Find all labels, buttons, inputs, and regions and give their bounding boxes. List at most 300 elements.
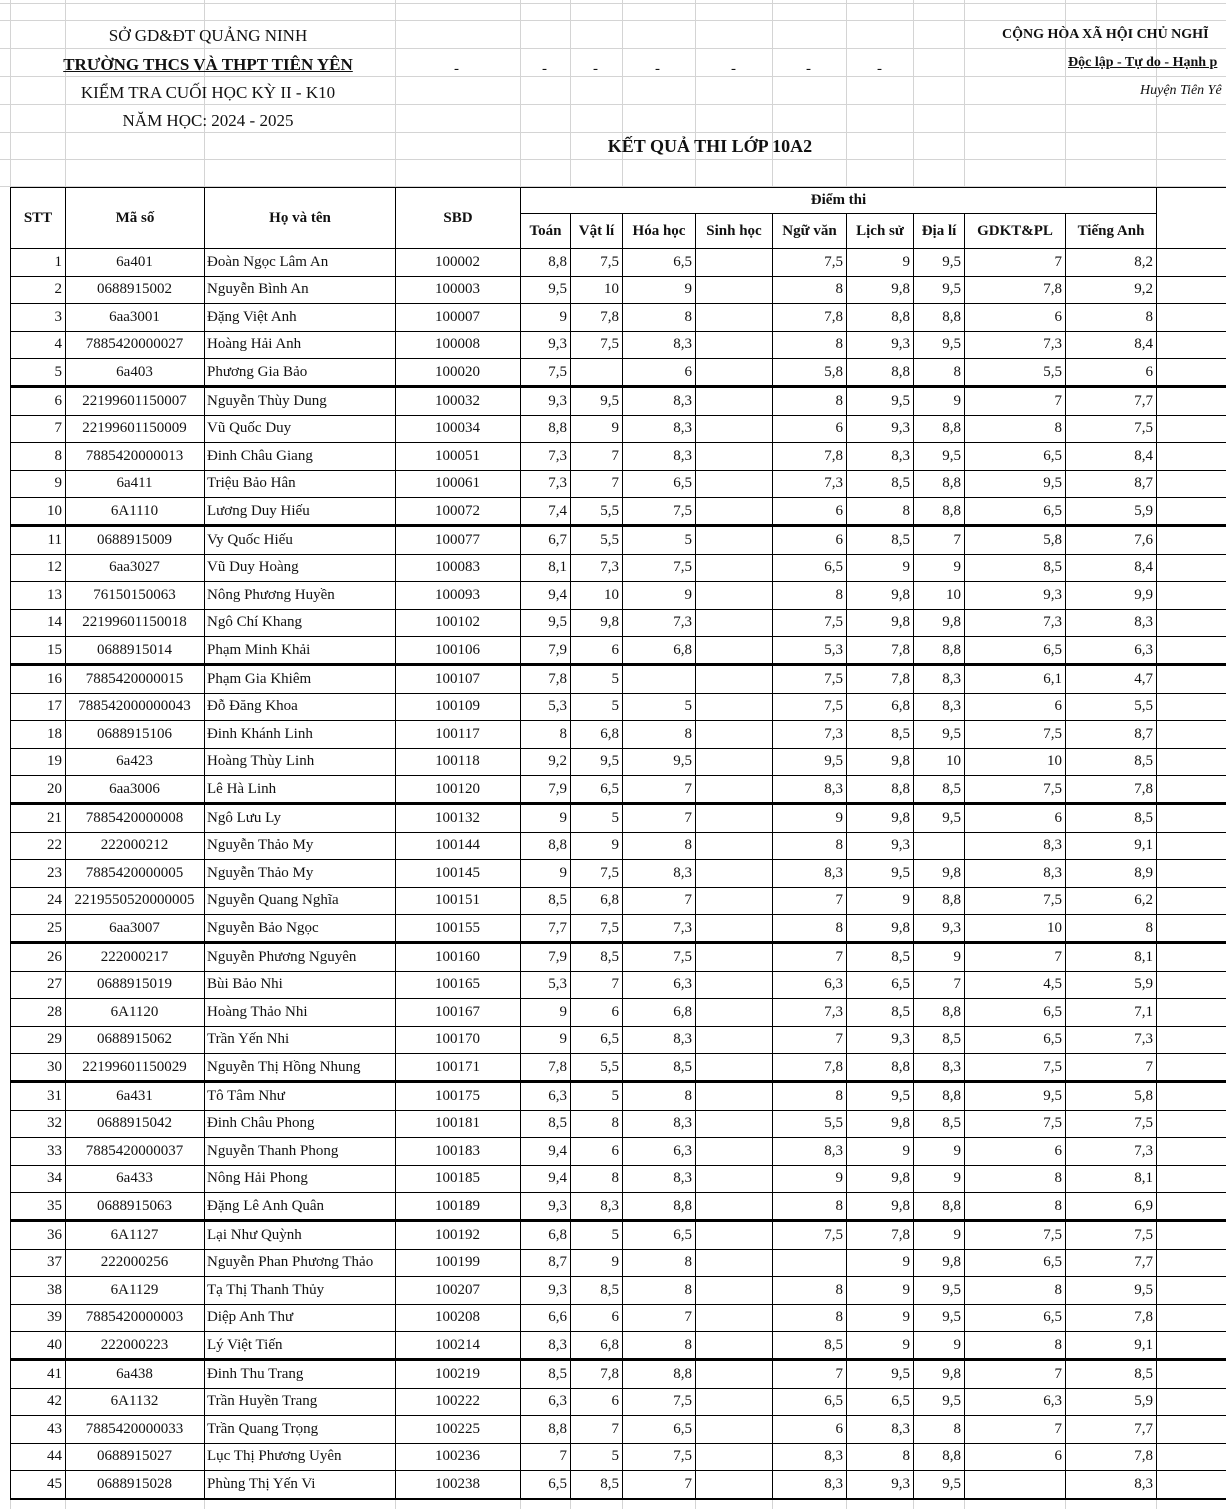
cell-sbd: 100167 [395, 999, 521, 1027]
cell-sinh-hoc [695, 304, 773, 332]
gridline-horizontal [0, 20, 1226, 21]
cell-tieng-anh: 9,1 [1065, 832, 1157, 860]
cell-hoa-hoc: 6,8 [622, 999, 696, 1027]
cell-tieng-anh: 7,5 [1065, 415, 1157, 443]
cell-toan: 9,5 [520, 276, 571, 304]
cell-ngu-van: 9 [772, 1165, 847, 1193]
cell-tieng-anh: 8,9 [1065, 860, 1157, 888]
cell-stt: 12 [10, 554, 66, 582]
cell-vat-li: 9 [570, 1249, 623, 1277]
cell-vat-li: 9,8 [570, 609, 623, 637]
place-date: Huyện Tiên Yê [1140, 83, 1222, 98]
cell-extra [1156, 331, 1226, 359]
cell-gdkt-pl: 7,3 [964, 331, 1066, 359]
cell-gdkt-pl: 6 [964, 1443, 1066, 1471]
column-group-diem-thi: Điểm thi [520, 187, 1157, 214]
cell-ho-ten: Diệp Anh Thư [204, 1304, 396, 1332]
cell-ngu-van: 7,3 [772, 721, 847, 749]
cell-lich-su: 9 [846, 1138, 914, 1166]
cell-hoa-hoc: 8,8 [622, 1193, 696, 1221]
gridline-horizontal [0, 3, 1226, 4]
cell-ngu-van: 8 [772, 388, 847, 416]
cell-dia-li: 9,8 [913, 1249, 965, 1277]
cell-tieng-anh: 7,7 [1065, 1249, 1157, 1277]
cell-dia-li: 8 [913, 1416, 965, 1444]
cell-stt: 9 [10, 470, 66, 498]
cell-dia-li: 9,5 [913, 1471, 965, 1499]
cell-ma-so: 0688915019 [65, 971, 205, 999]
cell-extra [1156, 498, 1226, 526]
cell-extra [1156, 1388, 1226, 1416]
cell-stt: 17 [10, 693, 66, 721]
cell-vat-li: 6 [570, 1304, 623, 1332]
cell-extra [1156, 388, 1226, 416]
cell-sbd: 100175 [395, 1083, 521, 1111]
cell-stt: 28 [10, 999, 66, 1027]
cell-lich-su: 9 [846, 249, 914, 277]
cell-toan: 6,6 [520, 1304, 571, 1332]
cell-toan: 7,8 [520, 666, 571, 694]
table-row [0, 944, 1226, 972]
cell-hoa-hoc: 6,5 [622, 1222, 696, 1250]
cell-gdkt-pl: 6 [964, 304, 1066, 332]
cell-extra [1156, 860, 1226, 888]
cell-stt: 22 [10, 832, 66, 860]
cell-lich-su: 9,3 [846, 832, 914, 860]
cell-hoa-hoc: 7 [622, 1304, 696, 1332]
cell-ngu-van: 8 [772, 832, 847, 860]
cell-ho-ten: Lục Thị Phương Uyên [204, 1443, 396, 1471]
table-row [0, 666, 1226, 694]
cell-ngu-van: 6 [772, 1416, 847, 1444]
cell-stt: 10 [10, 498, 66, 526]
cell-sinh-hoc [695, 1222, 773, 1250]
cell-vat-li: 7,8 [570, 304, 623, 332]
cell-vat-li: 5 [570, 1443, 623, 1471]
cell-sbd: 100051 [395, 443, 521, 471]
cell-sinh-hoc [695, 748, 773, 776]
table-row [0, 527, 1226, 555]
cell-gdkt-pl: 7,8 [964, 276, 1066, 304]
cell-ho-ten: Đặng Việt Anh [204, 304, 396, 332]
cell-sinh-hoc [695, 666, 773, 694]
cell-gdkt-pl: 7,5 [964, 721, 1066, 749]
cell-ngu-van: 7,5 [772, 666, 847, 694]
cell-tieng-anh: 7,1 [1065, 999, 1157, 1027]
cell-dia-li: 8,5 [913, 776, 965, 804]
cell-sinh-hoc [695, 359, 773, 387]
cell-ngu-van: 8 [772, 1193, 847, 1221]
cell-tieng-anh: 8,4 [1065, 443, 1157, 471]
cell-lich-su: 8,3 [846, 1416, 914, 1444]
cell-ngu-van: 7 [772, 887, 847, 915]
cell-lich-su: 8 [846, 1443, 914, 1471]
cell-vat-li: 5,5 [570, 498, 623, 526]
cell-extra [1156, 1138, 1226, 1166]
cell-extra [1156, 415, 1226, 443]
cell-sbd: 100106 [395, 637, 521, 665]
cell-sinh-hoc [695, 1165, 773, 1193]
cell-hoa-hoc: 9 [622, 582, 696, 610]
cell-sbd: 100171 [395, 1054, 521, 1082]
cell-vat-li: 10 [570, 582, 623, 610]
cell-toan: 6,5 [520, 1471, 571, 1499]
cell-vat-li: 5 [570, 805, 623, 833]
cell-gdkt-pl: 6 [964, 1138, 1066, 1166]
table-row [0, 582, 1226, 610]
cell-tieng-anh: 7,8 [1065, 776, 1157, 804]
cell-ma-so: 222000223 [65, 1332, 205, 1360]
cell-gdkt-pl: 7,5 [964, 776, 1066, 804]
cell-hoa-hoc: 8 [622, 304, 696, 332]
cell-ngu-van: 8 [772, 1304, 847, 1332]
cell-toan: 9,3 [520, 1277, 571, 1305]
cell-ngu-van: 7,3 [772, 999, 847, 1027]
cell-hoa-hoc: 8 [622, 721, 696, 749]
cell-dia-li: 9,8 [913, 1361, 965, 1389]
cell-stt: 37 [10, 1249, 66, 1277]
cell-sbd: 100181 [395, 1110, 521, 1138]
cell-dia-li: 8,8 [913, 887, 965, 915]
cell-gdkt-pl: 6,5 [964, 1304, 1066, 1332]
cell-toan: 8,5 [520, 1110, 571, 1138]
cell-lich-su: 7,8 [846, 1222, 914, 1250]
cell-ma-so: 788542000000043 [65, 693, 205, 721]
cell-tieng-anh: 8,5 [1065, 1361, 1157, 1389]
cell-stt: 19 [10, 748, 66, 776]
cell-lich-su: 8,8 [846, 359, 914, 387]
cell-dia-li: 9,3 [913, 915, 965, 943]
cell-lich-su: 9,5 [846, 860, 914, 888]
cell-hoa-hoc: 7,5 [622, 944, 696, 972]
cell-dia-li: 9,5 [913, 276, 965, 304]
cell-ma-so: 6a423 [65, 748, 205, 776]
cell-ho-ten: Nguyễn Bảo Ngọc [204, 915, 396, 943]
cell-tieng-anh: 7,5 [1065, 1110, 1157, 1138]
cell-extra [1156, 1416, 1226, 1444]
cell-lich-su: 8,8 [846, 776, 914, 804]
table-row [0, 1193, 1226, 1221]
cell-dia-li: 8,8 [913, 498, 965, 526]
cell-tieng-anh: 8,5 [1065, 805, 1157, 833]
cell-tieng-anh: 7,7 [1065, 388, 1157, 416]
cell-ho-ten: Lại Như Quỳnh [204, 1222, 396, 1250]
cell-extra [1156, 1083, 1226, 1111]
cell-ngu-van: 6 [772, 498, 847, 526]
table-row [0, 693, 1226, 721]
cell-gdkt-pl: 6,5 [964, 498, 1066, 526]
cell-sbd: 100118 [395, 748, 521, 776]
cell-sbd: 100160 [395, 944, 521, 972]
subject-header-lich-su: Lịch sử [846, 213, 914, 249]
cell-toan: 9 [520, 860, 571, 888]
cell-hoa-hoc: 8 [622, 1332, 696, 1360]
cell-toan: 9,4 [520, 1138, 571, 1166]
cell-vat-li: 5,5 [570, 527, 623, 555]
cell-ngu-van: 7,5 [772, 249, 847, 277]
cell-hoa-hoc: 9 [622, 276, 696, 304]
table-row [0, 971, 1226, 999]
cell-vat-li: 7,5 [570, 331, 623, 359]
cell-extra [1156, 249, 1226, 277]
cell-sbd: 100192 [395, 1222, 521, 1250]
cell-stt: 15 [10, 637, 66, 665]
cell-stt: 36 [10, 1222, 66, 1250]
cell-lich-su: 9,3 [846, 1026, 914, 1054]
cell-stt: 25 [10, 915, 66, 943]
cell-extra [1156, 359, 1226, 387]
cell-sinh-hoc [695, 1026, 773, 1054]
cell-ho-ten: Phạm Gia Khiêm [204, 666, 396, 694]
cell-sbd: 100151 [395, 887, 521, 915]
cell-ho-ten: Ngô Lưu Ly [204, 805, 396, 833]
column-header-stt: STT [10, 187, 66, 249]
cell-hoa-hoc: 6,5 [622, 1416, 696, 1444]
cell-sinh-hoc [695, 915, 773, 943]
cell-hoa-hoc: 7 [622, 887, 696, 915]
cell-extra [1156, 276, 1226, 304]
cell-stt: 24 [10, 887, 66, 915]
table-row [0, 1054, 1226, 1082]
cell-ma-so: 0688915106 [65, 721, 205, 749]
cell-ma-so: 0688915009 [65, 527, 205, 555]
cell-sbd: 100238 [395, 1471, 521, 1499]
cell-ngu-van: 7 [772, 1026, 847, 1054]
cell-vat-li: 9,5 [570, 388, 623, 416]
cell-sinh-hoc [695, 971, 773, 999]
cell-stt: 4 [10, 331, 66, 359]
cell-dia-li: 8,8 [913, 1083, 965, 1111]
cell-stt: 20 [10, 776, 66, 804]
cell-stt: 26 [10, 944, 66, 972]
cell-ngu-van: 8 [772, 276, 847, 304]
cell-sbd: 100083 [395, 554, 521, 582]
cell-ngu-van: 6,3 [772, 971, 847, 999]
table-row [0, 1443, 1226, 1471]
cell-ho-ten: Nguyễn Phan Phương Thảo [204, 1249, 396, 1277]
cell-stt: 43 [10, 1416, 66, 1444]
cell-ho-ten: Phùng Thị Yến Vi [204, 1471, 396, 1499]
cell-gdkt-pl: 6,5 [964, 999, 1066, 1027]
cell-sbd: 100102 [395, 609, 521, 637]
cell-ho-ten: Ngô Chí Khang [204, 609, 396, 637]
cell-tieng-anh: 7,5 [1065, 1222, 1157, 1250]
cell-sinh-hoc [695, 944, 773, 972]
cell-lich-su: 9,8 [846, 805, 914, 833]
table-row [0, 1304, 1226, 1332]
cell-ngu-van: 8 [772, 582, 847, 610]
cell-lich-su: 8,5 [846, 999, 914, 1027]
cell-sinh-hoc [695, 388, 773, 416]
cell-sinh-hoc [695, 1443, 773, 1471]
cell-sbd: 100144 [395, 832, 521, 860]
cell-ma-so: 6aa3001 [65, 304, 205, 332]
cell-toan: 7,9 [520, 776, 571, 804]
cell-gdkt-pl: 8 [964, 1332, 1066, 1360]
cell-extra [1156, 1054, 1226, 1082]
cell-ho-ten: Phạm Minh Khải [204, 637, 396, 665]
cell-gdkt-pl: 7 [964, 249, 1066, 277]
cell-tieng-anh: 8,3 [1065, 1471, 1157, 1499]
cell-tieng-anh: 6 [1065, 359, 1157, 387]
cell-tieng-anh: 7,7 [1065, 1416, 1157, 1444]
cell-tieng-anh: 9,9 [1065, 582, 1157, 610]
cell-tieng-anh: 6,3 [1065, 637, 1157, 665]
cell-dia-li: 9,5 [913, 1388, 965, 1416]
cell-vat-li: 9,5 [570, 748, 623, 776]
cell-extra [1156, 1304, 1226, 1332]
cell-toan: 7,7 [520, 915, 571, 943]
cell-sbd: 100034 [395, 415, 521, 443]
cell-sinh-hoc [695, 470, 773, 498]
cell-sbd: 100155 [395, 915, 521, 943]
separator-dash: - [731, 61, 736, 77]
cell-sinh-hoc [695, 1083, 773, 1111]
cell-ho-ten: Triệu Bảo Hân [204, 470, 396, 498]
table-row [0, 249, 1226, 277]
cell-sinh-hoc [695, 887, 773, 915]
cell-hoa-hoc: 6,3 [622, 971, 696, 999]
cell-vat-li: 10 [570, 276, 623, 304]
cell-gdkt-pl: 10 [964, 915, 1066, 943]
table-row [0, 748, 1226, 776]
cell-stt: 29 [10, 1026, 66, 1054]
cell-hoa-hoc: 7 [622, 776, 696, 804]
cell-extra [1156, 832, 1226, 860]
cell-ho-ten: Nguyễn Thảo My [204, 860, 396, 888]
cell-ma-so: 0688915042 [65, 1110, 205, 1138]
table-row [0, 609, 1226, 637]
cell-ma-so: 0688915028 [65, 1471, 205, 1499]
cell-extra [1156, 944, 1226, 972]
cell-ma-so: 0688915014 [65, 637, 205, 665]
cell-ma-so: 7885420000013 [65, 443, 205, 471]
cell-gdkt-pl: 9,5 [964, 1083, 1066, 1111]
cell-vat-li: 7,5 [570, 249, 623, 277]
cell-toan: 9,4 [520, 1165, 571, 1193]
cell-ngu-van: 6,5 [772, 554, 847, 582]
cell-dia-li: 9,5 [913, 331, 965, 359]
cell-tieng-anh: 7 [1065, 1054, 1157, 1082]
cell-stt: 3 [10, 304, 66, 332]
cell-dia-li: 7 [913, 527, 965, 555]
cell-ho-ten: Nguyễn Quang Nghĩa [204, 887, 396, 915]
cell-gdkt-pl: 8,3 [964, 832, 1066, 860]
cell-lich-su: 9,8 [846, 748, 914, 776]
cell-hoa-hoc: 5 [622, 527, 696, 555]
cell-lich-su: 8 [846, 498, 914, 526]
cell-sbd: 100107 [395, 666, 521, 694]
cell-extra [1156, 554, 1226, 582]
cell-vat-li: 6,5 [570, 776, 623, 804]
separator-dash: - [806, 61, 811, 77]
table-row [0, 999, 1226, 1027]
cell-lich-su: 9,3 [846, 415, 914, 443]
cell-gdkt-pl: 7 [964, 1416, 1066, 1444]
cell-ngu-van: 7,8 [772, 1054, 847, 1082]
cell-dia-li: 8,3 [913, 1054, 965, 1082]
cell-stt: 13 [10, 582, 66, 610]
cell-gdkt-pl: 7 [964, 388, 1066, 416]
cell-lich-su: 9,5 [846, 388, 914, 416]
cell-lich-su: 8,5 [846, 721, 914, 749]
subject-header-dia-li: Địa lí [913, 213, 965, 249]
cell-hoa-hoc: 8,3 [622, 1026, 696, 1054]
cell-stt: 27 [10, 971, 66, 999]
cell-ma-so: 6a401 [65, 249, 205, 277]
cell-gdkt-pl: 7,5 [964, 1110, 1066, 1138]
cell-ngu-van: 7,5 [772, 1222, 847, 1250]
cell-gdkt-pl: 8,5 [964, 554, 1066, 582]
cell-tieng-anh: 8,7 [1065, 470, 1157, 498]
cell-gdkt-pl: 7,3 [964, 609, 1066, 637]
cell-stt: 33 [10, 1138, 66, 1166]
cell-gdkt-pl: 5,5 [964, 359, 1066, 387]
cell-ho-ten: Lương Duy Hiếu [204, 498, 396, 526]
cell-ho-ten: Đinh Thu Trang [204, 1361, 396, 1389]
cell-ho-ten: Hoàng Hải Anh [204, 331, 396, 359]
cell-dia-li: 9 [913, 554, 965, 582]
cell-ho-ten: Phương Gia Bảo [204, 359, 396, 387]
cell-sinh-hoc [695, 1138, 773, 1166]
cell-hoa-hoc: 8,3 [622, 388, 696, 416]
cell-toan: 8,1 [520, 554, 571, 582]
cell-toan: 6,3 [520, 1388, 571, 1416]
cell-sinh-hoc [695, 1277, 773, 1305]
cell-stt: 18 [10, 721, 66, 749]
cell-dia-li: 10 [913, 582, 965, 610]
cell-dia-li: 8,8 [913, 415, 965, 443]
cell-sbd: 100236 [395, 1443, 521, 1471]
cell-sinh-hoc [695, 832, 773, 860]
cell-hoa-hoc: 6,5 [622, 470, 696, 498]
cell-extra [1156, 1471, 1226, 1499]
cell-ngu-van: 8,3 [772, 1138, 847, 1166]
cell-ngu-van: 5,3 [772, 637, 847, 665]
cell-ma-so: 222000212 [65, 832, 205, 860]
cell-gdkt-pl: 8 [964, 1165, 1066, 1193]
cell-tieng-anh: 8,4 [1065, 331, 1157, 359]
cell-stt: 7 [10, 415, 66, 443]
table-row [0, 331, 1226, 359]
cell-toan: 9,3 [520, 388, 571, 416]
cell-vat-li: 6,8 [570, 721, 623, 749]
cell-gdkt-pl [964, 1471, 1066, 1499]
cell-ma-so: 6A1110 [65, 498, 205, 526]
cell-sinh-hoc [695, 721, 773, 749]
cell-ma-so: 22199601150007 [65, 388, 205, 416]
cell-ngu-van: 8,5 [772, 1332, 847, 1360]
cell-sinh-hoc [695, 415, 773, 443]
cell-ma-so: 7885420000003 [65, 1304, 205, 1332]
cell-extra [1156, 582, 1226, 610]
cell-dia-li: 9,5 [913, 805, 965, 833]
cell-tieng-anh: 6,9 [1065, 1193, 1157, 1221]
cell-ho-ten: Đinh Châu Phong [204, 1110, 396, 1138]
cell-ma-so: 0688915062 [65, 1026, 205, 1054]
cell-ma-so: 0688915002 [65, 276, 205, 304]
cell-hoa-hoc: 6 [622, 359, 696, 387]
cell-extra [1156, 637, 1226, 665]
cell-sinh-hoc [695, 443, 773, 471]
cell-stt: 2 [10, 276, 66, 304]
separator-dash: - [593, 61, 598, 77]
separator-dash: - [877, 61, 882, 77]
cell-dia-li: 9 [913, 1222, 965, 1250]
cell-dia-li: 9,5 [913, 249, 965, 277]
cell-tieng-anh: 8,3 [1065, 609, 1157, 637]
cell-gdkt-pl: 8 [964, 415, 1066, 443]
